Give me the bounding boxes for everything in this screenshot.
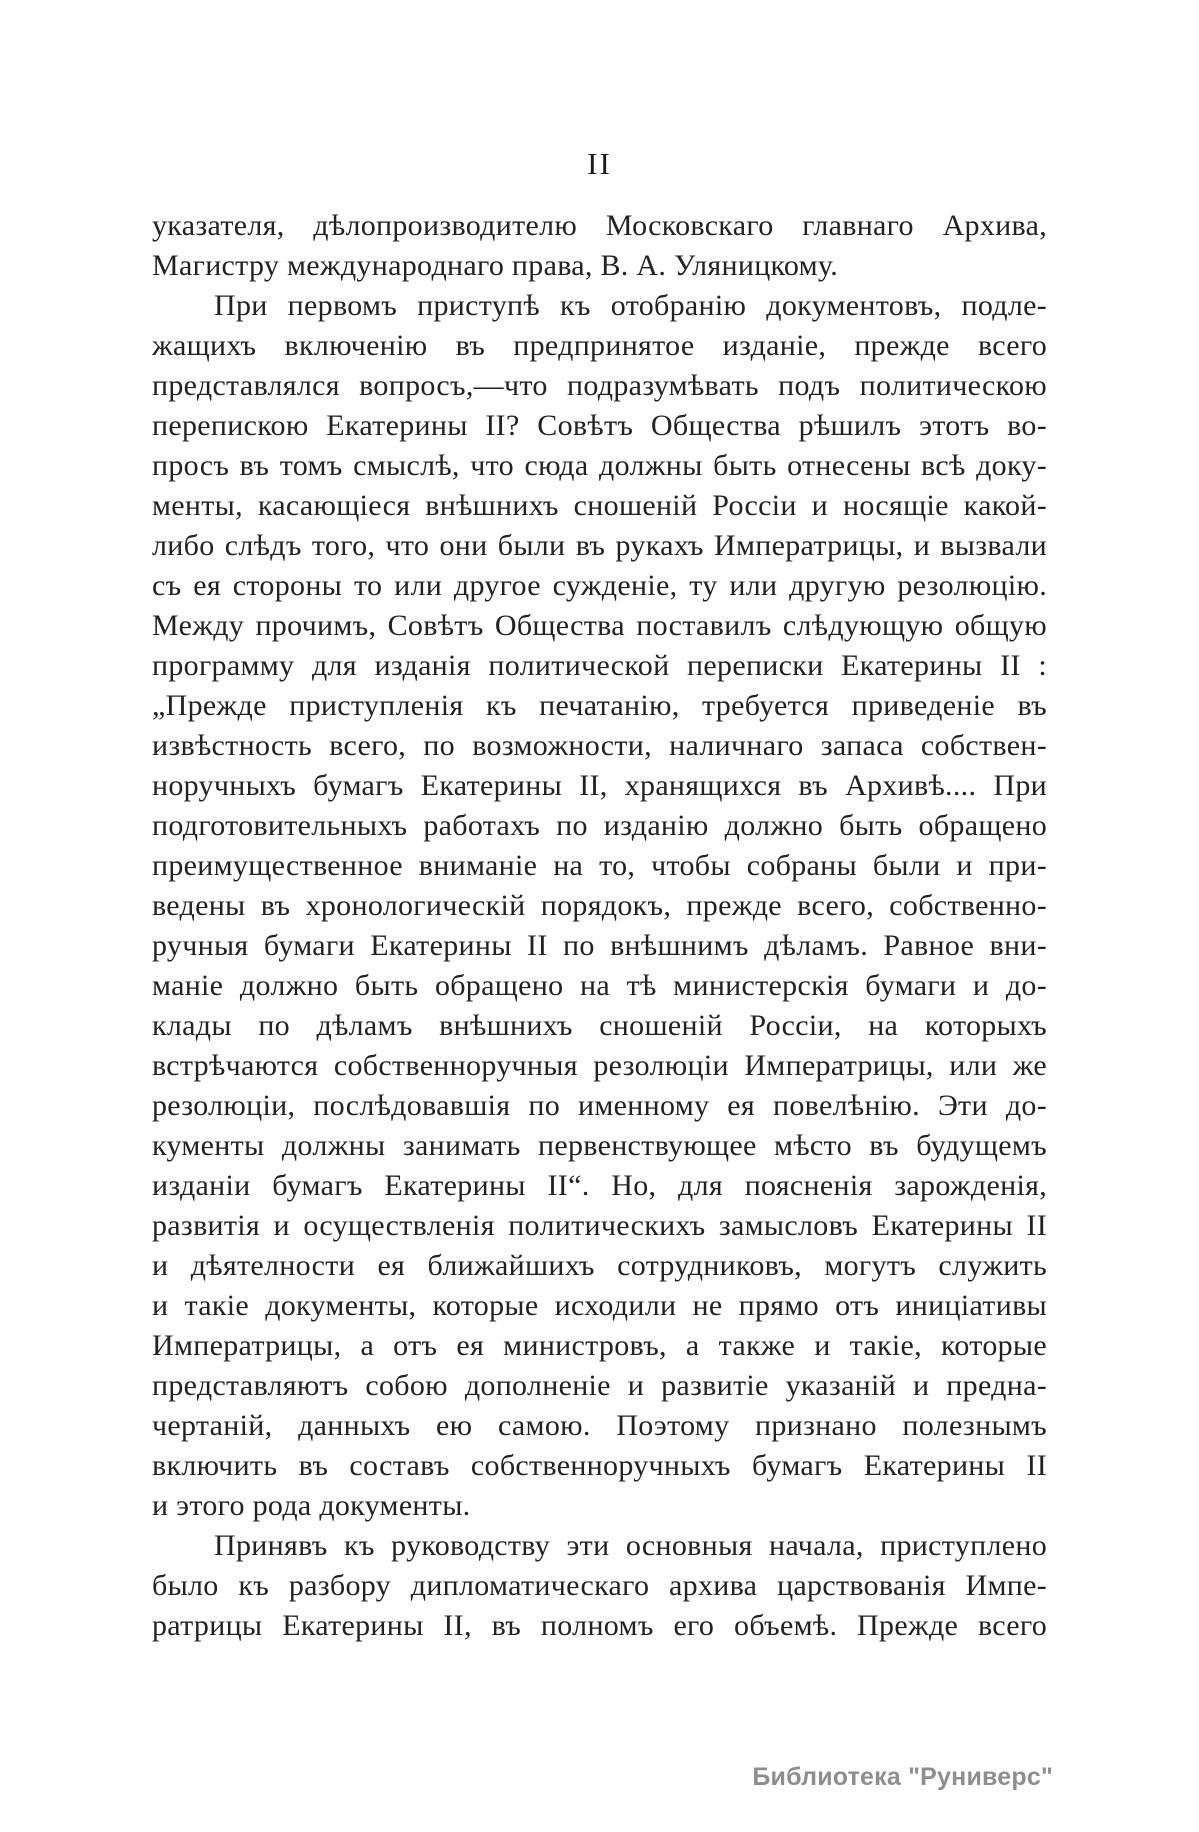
text-line: включить въ составъ собственноручныхъ бумагъ Екатерины II — [152, 1449, 1047, 1482]
text-line: представляютъ собою дополненіе и развитіе указаній и предна- — [152, 1369, 1047, 1402]
text-line: и такіе документы, которые исходили не прямо отъ иниціативы — [152, 1289, 1047, 1322]
text-line: указателя, дѣлопроизводителю Московскаго главнаго Архива, — [152, 209, 1047, 242]
text-line: подготовительныхъ работахъ по изданію должно быть обращено — [152, 809, 1047, 842]
text-line: менты, касающіеся внѣшнихъ сношеній Россіи и носящіе какой- — [152, 489, 1047, 522]
text-line: представлялся вопросъ,—что подразумѣвать подъ политическою — [152, 369, 1047, 402]
text-line: кументы должны занимать первенствующее мѣсто въ будущемъ — [152, 1129, 1047, 1162]
text-line: преимущественное вниманіе на то, чтобы собраны были и при- — [152, 849, 1047, 882]
text-line: съ ея стороны то или другое сужденіе, ту или другую резолюцію. — [152, 569, 1047, 602]
text-line: извѣстность всего, по возможности, наличнаго запаса собствен- — [152, 729, 1047, 762]
text-line: ведены въ хронологическій порядокъ, прежде всего, собственно- — [152, 889, 1047, 922]
text-line: перепискою Екатерины II? Совѣтъ Общества рѣшилъ этотъ во- — [152, 409, 1047, 442]
paragraph-1 — [152, 206, 1047, 286]
text-line: просъ въ томъ смыслѣ, что сюда должны быть отнесены всѣ доку- — [152, 449, 1047, 482]
text-line: и дѣятелности ея ближайшихъ сотрудниковъ, могутъ служить — [152, 1249, 1047, 1282]
text-line: либо слѣдъ того, что они были въ рукахъ Императрицы, и вызвали — [152, 529, 1047, 562]
paragraph-2 — [152, 286, 1047, 1526]
text-line: резолюціи, послѣдовавшія по именному ея повелѣнію. Эти до- — [152, 1089, 1047, 1122]
text-line: клады по дѣламъ внѣшнихъ сношеній Россіи, на которыхъ — [152, 1009, 1047, 1042]
text-line: чертаній, данныхъ ею самою. Поэтому признано полезнымъ — [152, 1409, 1047, 1442]
text-line: было къ разбору дипломатическаго архива царствованія Импе- — [152, 1569, 1047, 1602]
text-line: жащихъ включенію въ предпринятое изданіе, прежде всего — [152, 329, 1047, 362]
text-line: При первомъ приступѣ къ отобранію документовъ, подле- — [214, 289, 1047, 322]
text-line: ратрицы Екатерины II, въ полномъ его объемѣ. Прежде всего — [152, 1609, 1047, 1642]
page-number: II — [587, 146, 612, 181]
text-line: Между прочимъ, Совѣтъ Общества поставилъ слѣдующую общую — [152, 609, 1047, 642]
text-line: норучныхъ бумагъ Екатерины II, хранящихся въ Архивѣ.... При — [152, 769, 1047, 802]
text-line: развитія и осуществленія политическихъ замысловъ Екатерины II — [152, 1209, 1047, 1242]
text-line: маніе должно быть обращено на тѣ министерскія бумаги и до- — [152, 969, 1047, 1002]
text-line: встрѣчаются собственноручныя резолюціи Императрицы, или же — [152, 1049, 1047, 1082]
page-text-block — [152, 206, 1047, 1646]
text-line: ручныя бумаги Екатерины II по внѣшнимъ дѣламъ. Равное вни- — [152, 929, 1047, 962]
text-line: Магистру международнаго права, В. А. Уляницкому. — [152, 249, 839, 282]
text-line: Императрицы, а отъ ея министровъ, а также и такіе, которые — [152, 1329, 1047, 1362]
text-line: и этого рода документы. — [152, 1489, 471, 1522]
text-line: программу для изданія политической переписки Екатерины II : — [152, 649, 1047, 682]
text-line: „Прежде приступленія къ печатанію, требуется приведеніе въ — [152, 689, 1047, 722]
paragraph-3 — [152, 1526, 1047, 1646]
text-line: изданіи бумагъ Екатерины II“. Но, для поясненія зарожденія, — [152, 1169, 1047, 1202]
library-watermark: Библиотека "Руниверс" — [752, 1763, 1053, 1791]
text-line: Принявъ къ руководству эти основныя начала, приступлено — [214, 1529, 1047, 1562]
